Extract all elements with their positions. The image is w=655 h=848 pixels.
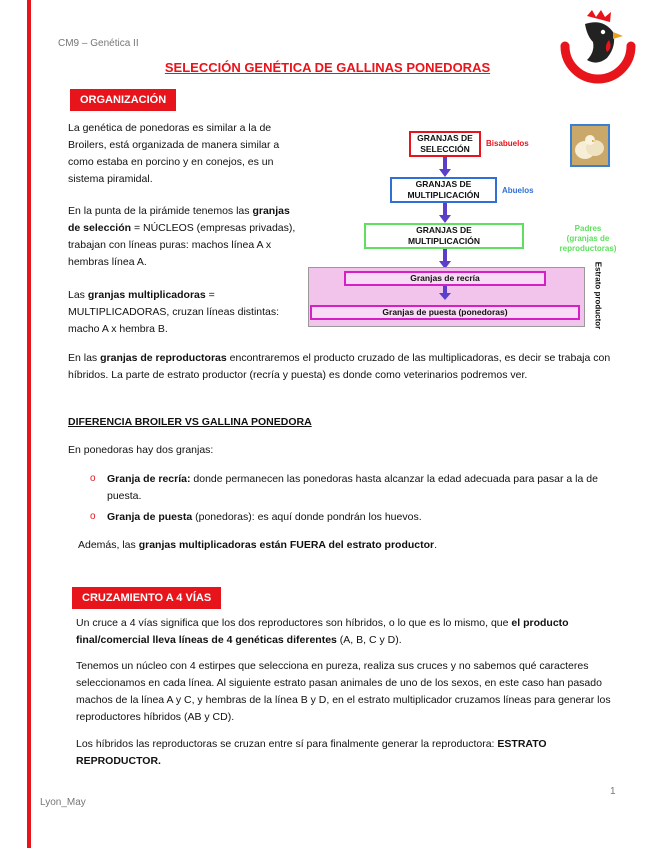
- subtitle-diferencia: DIFERENCIA BROILER VS GALLINA PONEDORA: [68, 416, 312, 428]
- label-padres: Padres (granjas de reproductoras): [559, 224, 617, 253]
- arrow-head: [439, 293, 451, 300]
- label-estrato-productor: Estrato productor: [593, 261, 603, 330]
- paragraph-nucleo-estirpes: Tenemos un núcleo con 4 estirpes que selecciona en pureza, realiza sus cruces y no sabemos qué caracteres seleccionamos en cada línea. Al siguiente estrato pasan animales de uno de los sexos, en este caso han pasado machos de la línea A y C, y hembras de la línea B y D, en el estrato multiplicador cruzamos líneas para generar los reproductores híbridos (AB y CD).: [76, 660, 611, 723]
- box-granjas-puesta: Granjas de puesta (ponedoras): [310, 305, 580, 320]
- rooster-logo: [557, 8, 639, 90]
- box-granjas-seleccion: GRANJAS DE SELECCIÓN: [409, 131, 481, 157]
- paragraph-cruce-4-vias: Un cruce a 4 vías significa que los dos reproductores son híbridos, o lo que es lo mismo, que el producto final/comercial lleva líneas de 4 genéticas diferentes (A, B, C y D).: [76, 617, 569, 646]
- paragraph-granjas-multiplicadoras: Las granjas multiplicadoras = MULTIPLICADORAS, cruzan líneas distintas: macho A x hembra B.: [68, 289, 280, 335]
- box-granjas-multiplicacion-padres: GRANJAS DE MULTIPLICACIÓN: [364, 223, 524, 249]
- bullet-granja-puesta: Granja de puesta (ponedoras): es aquí donde pondrán los huevos.: [107, 511, 422, 523]
- section-tag-organizacion: ORGANIZACIÓN: [70, 89, 176, 111]
- page-title: SELECCIÓN GENÉTICA DE GALLINAS PONEDORAS: [164, 60, 491, 75]
- arrow-head: [439, 215, 451, 223]
- chicks-photo: [570, 124, 610, 167]
- paragraph-ademas: Además, las granjas multiplicadoras están FUERA del estrato productor.: [78, 539, 438, 551]
- paragraph-granjas-reproductoras: En las granjas de reproductoras encontraremos el producto cruzado de las multiplicadoras, es decir se trabaja con híbridos. La parte de estrato productor (recría y puesta) es donde como veterinarios podremos ver.: [68, 352, 611, 381]
- box-granjas-recria: Granjas de recría: [344, 271, 546, 286]
- paragraph-granjas-seleccion: En la punta de la pirámide tenemos las granjas de selección = NÚCLEOS (empresas privadas), trabajan con líneas puras: machos línea A x hembras línea A.: [68, 205, 296, 268]
- header-course: CM9 – Genética II: [58, 38, 139, 49]
- paragraph-dos-granjas: En ponedoras hay dos granjas:: [68, 444, 214, 456]
- paragraph-hibridos: Los híbridos las reproductoras se cruzan entre sí para finalmente generar la reproductora: ESTRATO REPRODUCTOR.: [76, 738, 547, 767]
- box-granjas-multiplicacion-abuelos: GRANJAS DE MULTIPLICACIÓN: [390, 177, 497, 203]
- footer-author: Lyon_May: [40, 797, 86, 808]
- bullet-granja-recria: Granja de recría: donde permanecen las ponedoras hasta alcanzar la edad adecuada para pasar a la de puesta.: [107, 473, 598, 502]
- margin-red-line: [27, 0, 31, 848]
- bullet-icon: o: [90, 473, 96, 484]
- bullet-icon: o: [90, 511, 96, 522]
- arrow-head: [439, 169, 451, 177]
- label-bisabuelos: Bisabuelos: [486, 139, 529, 148]
- page-number: 1: [610, 786, 616, 797]
- section-tag-cruzamiento: CRUZAMIENTO A 4 VÍAS: [72, 587, 221, 609]
- label-abuelos: Abuelos: [502, 186, 534, 195]
- paragraph-organizacion-1: La genética de ponedoras es similar a la de Broilers, está organizada de manera similar a como estaba en porcino y en conejos, es un sistema piramidal.: [68, 122, 280, 185]
